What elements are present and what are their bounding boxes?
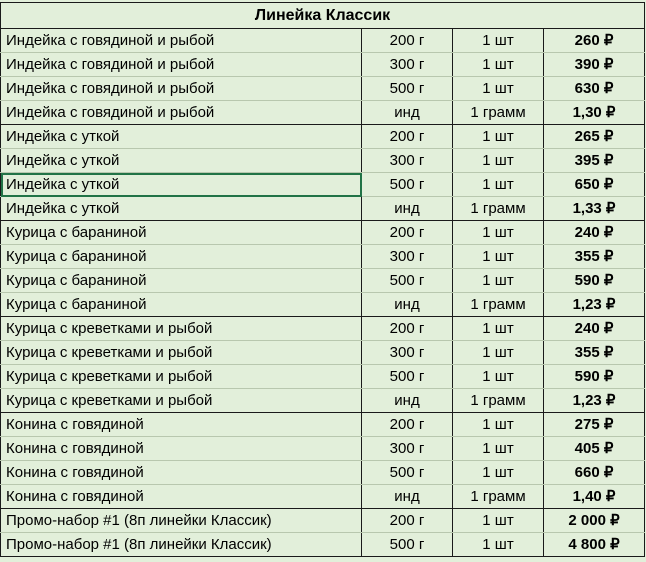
product-name-cell[interactable]: Курица с бараниной <box>1 269 362 293</box>
product-name-cell[interactable]: Конина с говядиной <box>1 461 362 485</box>
table-row <box>1 53 645 77</box>
product-name-cell[interactable]: Курица с креветками и рыбой <box>1 341 362 365</box>
table-title[interactable]: Линейка Классик <box>1 3 645 29</box>
price-table <box>0 2 645 557</box>
price-cell[interactable]: 630 ₽ <box>544 77 645 101</box>
table-row <box>1 317 645 341</box>
price-cell[interactable]: 275 ₽ <box>544 413 645 437</box>
quantity-cell[interactable]: 1 грамм <box>453 101 544 125</box>
table-row <box>1 437 645 461</box>
table-row <box>1 221 645 245</box>
weight-cell[interactable]: 200 г <box>362 221 453 245</box>
quantity-cell[interactable]: 1 шт <box>453 149 544 173</box>
price-cell[interactable]: 355 ₽ <box>544 341 645 365</box>
price-cell[interactable]: 590 ₽ <box>544 365 645 389</box>
quantity-cell[interactable]: 1 шт <box>453 29 544 53</box>
weight-cell[interactable]: 500 г <box>362 533 453 557</box>
price-cell[interactable]: 240 ₽ <box>544 221 645 245</box>
product-name-cell[interactable]: Курица с креветками и рыбой <box>1 317 362 341</box>
quantity-cell[interactable]: 1 грамм <box>453 485 544 509</box>
quantity-cell[interactable]: 1 шт <box>453 221 544 245</box>
table-row <box>1 509 645 533</box>
weight-cell[interactable]: 200 г <box>362 317 453 341</box>
table-row <box>1 29 645 53</box>
product-name-cell[interactable]: Индейка с говядиной и рыбой <box>1 29 362 53</box>
price-cell[interactable]: 240 ₽ <box>544 317 645 341</box>
product-name-cell[interactable]: Курица с бараниной <box>1 245 362 269</box>
quantity-cell[interactable]: 1 грамм <box>453 389 544 413</box>
quantity-cell[interactable]: 1 шт <box>453 317 544 341</box>
table-row <box>1 269 645 293</box>
price-cell[interactable]: 395 ₽ <box>544 149 645 173</box>
price-cell[interactable]: 1,23 ₽ <box>544 389 645 413</box>
price-cell[interactable]: 390 ₽ <box>544 53 645 77</box>
product-name-cell[interactable]: Индейка с говядиной и рыбой <box>1 77 362 101</box>
header-row <box>1 3 645 29</box>
product-name-cell[interactable]: Курица с бараниной <box>1 221 362 245</box>
weight-cell[interactable]: 200 г <box>362 413 453 437</box>
quantity-cell[interactable]: 1 шт <box>453 245 544 269</box>
product-name-cell[interactable]: Индейка с говядиной и рыбой <box>1 53 362 77</box>
price-cell[interactable]: 590 ₽ <box>544 269 645 293</box>
weight-cell[interactable]: инд <box>362 389 453 413</box>
weight-cell[interactable]: 300 г <box>362 149 453 173</box>
table-row <box>1 149 645 173</box>
product-name-cell[interactable]: Конина с говядиной <box>1 413 362 437</box>
weight-cell[interactable]: 500 г <box>362 269 453 293</box>
weight-cell[interactable]: инд <box>362 101 453 125</box>
table-row <box>1 341 645 365</box>
table-row <box>1 485 645 509</box>
product-name-cell[interactable]: Индейка с говядиной и рыбой <box>1 101 362 125</box>
product-name-cell[interactable]: Курица с бараниной <box>1 293 362 317</box>
product-name-cell[interactable]: Промо-набор #1 (8п линейки Классик) <box>1 509 362 533</box>
quantity-cell[interactable]: 1 шт <box>453 365 544 389</box>
quantity-cell[interactable]: 1 шт <box>453 341 544 365</box>
price-cell[interactable]: 1,30 ₽ <box>544 101 645 125</box>
weight-cell[interactable]: 200 г <box>362 509 453 533</box>
table-row <box>1 413 645 437</box>
product-name-cell[interactable]: Индейка с уткой <box>1 149 362 173</box>
quantity-cell[interactable]: 1 шт <box>453 77 544 101</box>
table-row <box>1 293 645 317</box>
product-name-cell[interactable]: Индейка с уткой <box>1 125 362 149</box>
product-name-cell[interactable]: Конина с говядиной <box>1 437 362 461</box>
table-row <box>1 77 645 101</box>
weight-cell[interactable]: 300 г <box>362 437 453 461</box>
quantity-cell[interactable]: 1 шт <box>453 413 544 437</box>
weight-cell[interactable]: 300 г <box>362 53 453 77</box>
weight-cell[interactable]: 500 г <box>362 365 453 389</box>
weight-cell[interactable]: 200 г <box>362 29 453 53</box>
price-cell[interactable]: 650 ₽ <box>544 173 645 197</box>
weight-cell[interactable]: 300 г <box>362 341 453 365</box>
product-name-cell[interactable]: Курица с креветками и рыбой <box>1 389 362 413</box>
product-name-cell[interactable]: Индейка с уткой <box>1 173 362 197</box>
price-cell[interactable]: 355 ₽ <box>544 245 645 269</box>
table-row <box>1 197 645 221</box>
quantity-cell[interactable]: 1 грамм <box>453 293 544 317</box>
product-name-cell[interactable]: Индейка с уткой <box>1 197 362 221</box>
quantity-cell[interactable]: 1 шт <box>453 437 544 461</box>
table-row <box>1 389 645 413</box>
weight-cell[interactable]: 500 г <box>362 173 453 197</box>
table-row <box>1 533 645 557</box>
weight-cell[interactable]: 500 г <box>362 461 453 485</box>
weight-cell[interactable]: 300 г <box>362 245 453 269</box>
table-row <box>1 461 645 485</box>
product-name-cell[interactable]: Конина с говядиной <box>1 485 362 509</box>
quantity-cell[interactable]: 1 шт <box>453 53 544 77</box>
quantity-cell[interactable]: 1 шт <box>453 509 544 533</box>
table-row <box>1 173 645 197</box>
quantity-cell[interactable]: 1 шт <box>453 461 544 485</box>
price-cell[interactable]: 1,23 ₽ <box>544 293 645 317</box>
table-row <box>1 101 645 125</box>
weight-cell[interactable]: инд <box>362 485 453 509</box>
table-row <box>1 365 645 389</box>
price-cell[interactable]: 4 800 ₽ <box>544 533 645 557</box>
quantity-cell[interactable]: 1 шт <box>453 269 544 293</box>
price-cell[interactable]: 1,33 ₽ <box>544 197 645 221</box>
weight-cell[interactable]: инд <box>362 293 453 317</box>
price-cell[interactable]: 265 ₽ <box>544 125 645 149</box>
table-row <box>1 245 645 269</box>
product-name-cell[interactable]: Курица с креветками и рыбой <box>1 365 362 389</box>
price-cell[interactable]: 1,40 ₽ <box>544 485 645 509</box>
price-cell[interactable]: 2 000 ₽ <box>544 509 645 533</box>
weight-cell[interactable]: 500 г <box>362 77 453 101</box>
quantity-cell[interactable]: 1 шт <box>453 125 544 149</box>
quantity-cell[interactable]: 1 шт <box>453 533 544 557</box>
price-cell[interactable]: 660 ₽ <box>544 461 645 485</box>
price-cell[interactable]: 405 ₽ <box>544 437 645 461</box>
quantity-cell[interactable]: 1 грамм <box>453 197 544 221</box>
table-row <box>1 125 645 149</box>
price-cell[interactable]: 260 ₽ <box>544 29 645 53</box>
weight-cell[interactable]: 200 г <box>362 125 453 149</box>
product-name-cell[interactable]: Промо-набор #1 (8п линейки Классик) <box>1 533 362 557</box>
quantity-cell[interactable]: 1 шт <box>453 173 544 197</box>
weight-cell[interactable]: инд <box>362 197 453 221</box>
